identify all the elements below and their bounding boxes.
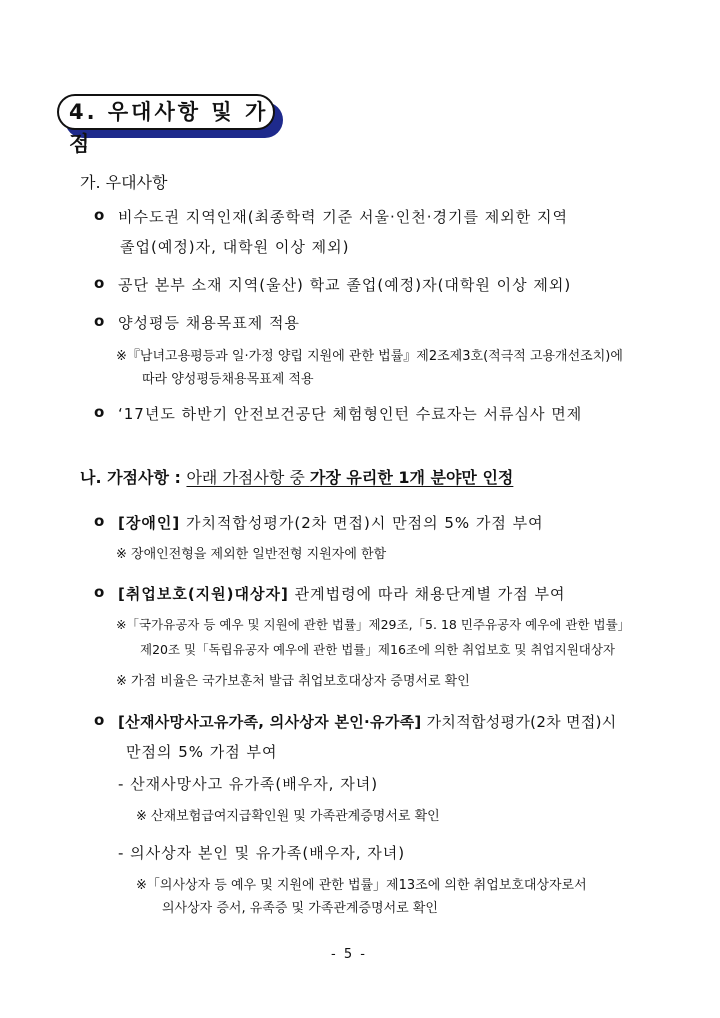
bullet-icon: o bbox=[94, 403, 105, 421]
bullet-icon: o bbox=[94, 512, 105, 530]
bonus-item-2-note-line3: ※ 가점 비율은 국가보훈처 발급 취업보호대상자 증명서로 확인 bbox=[116, 674, 470, 689]
bonus-item-3-sub2-note-line2: 의사상자 증서, 유족증 및 가족관계증명서로 확인 bbox=[162, 901, 438, 916]
bullet-icon: o bbox=[94, 312, 105, 330]
pref-item-1-line1: 비수도권 지역인재(최종학력 기준 서울·인천·경기를 제외한 지역 bbox=[118, 208, 568, 226]
pref-item-4: ‘17년도 하반기 안전보건공단 체험형인턴 수료자는 서류심사 면제 bbox=[118, 405, 583, 423]
bonus-item-2 bbox=[118, 583, 566, 604]
heading-preferences: 가. 우대사항 bbox=[80, 173, 168, 192]
bonus-item-2-note-line2: 제20조 및「독립유공자 예우에 관한 법률」제16조에 의한 취업보호 및 취업지원대상자 bbox=[140, 642, 616, 657]
bullet-icon: o bbox=[94, 206, 105, 224]
pref-item-3: 양성평등 채용목표제 적용 bbox=[118, 314, 300, 332]
bonus-item-3-sub2: - 의사상자 본인 및 유가족(배우자, 자녀) bbox=[118, 844, 406, 862]
bonus-item-3-line2: 만점의 5% 가점 부여 bbox=[126, 743, 278, 761]
bullet-icon: o bbox=[94, 711, 105, 729]
section-title-box bbox=[57, 94, 287, 156]
bonus-item-2-text: 관계법령에 따라 채용단계별 가점 부여 bbox=[288, 585, 566, 603]
bonus-item-3-sub1-note: ※ 산재보험급여지급확인원 및 가족관계증명서로 확인 bbox=[136, 809, 440, 824]
bullet-icon: o bbox=[94, 274, 105, 292]
heading-bonus-main: 아래 가점사항 중 bbox=[186, 468, 310, 487]
page-number: - 5 - bbox=[331, 947, 367, 962]
bonus-item-1-note: ※ 장애인전형을 제외한 일반전형 지원자에 한함 bbox=[116, 547, 387, 562]
bonus-item-1-text: 가치적합성평가(2차 면접)시 만점의 5% 가점 부여 bbox=[180, 514, 544, 532]
pref-item-2: 공단 본부 소재 지역(울산) 학교 졸업(예정)자(대학원 이상 제외) bbox=[118, 276, 572, 294]
bonus-item-3 bbox=[118, 711, 617, 732]
pref-item-3-note-line2: 따라 양성평등채용목표제 적용 bbox=[142, 372, 314, 387]
bonus-item-3-text: 가치적합성평가(2차 면접)시 bbox=[421, 713, 617, 731]
bonus-item-1 bbox=[118, 512, 544, 533]
bonus-item-1-category: [장애인] bbox=[118, 514, 181, 532]
pref-item-3-note-line1: ※『남녀고용평등과 일·가정 양립 지원에 관한 법률』제2조제3호(적극적 고용개선조치)에 bbox=[116, 349, 623, 364]
pref-item-1-line2: 졸업(예정)자, 대학원 이상 제외) bbox=[120, 238, 350, 256]
bullet-icon: o bbox=[94, 583, 105, 601]
bonus-item-3-category: [산재사망사고유가족, 의사상자 본인·유가족] bbox=[118, 713, 422, 731]
heading-bonus-prefix: 나. 가점사항 : bbox=[80, 468, 187, 487]
bonus-item-2-note-line1: ※「국가유공자 등 예우 및 지원에 관한 법률」제29조,「5. 18 민주유공자 예우에 관한 법률」 bbox=[116, 617, 631, 632]
section-title: 4. 우대사항 및 가점 bbox=[57, 94, 275, 130]
heading-bonus-underlined bbox=[186, 468, 513, 487]
heading-bonus bbox=[80, 465, 513, 488]
bonus-item-2-category: [취업보호(지원)대상자] bbox=[118, 585, 289, 603]
heading-bonus-bold: 가장 유리한 1개 분야만 인정 bbox=[309, 468, 514, 487]
bonus-item-3-sub2-note-line1: ※「의사상자 등 예우 및 지원에 관한 법률」제13조에 의한 취업보호대상자로서 bbox=[136, 878, 587, 893]
bonus-item-3-sub1: - 산재사망사고 유가족(배우자, 자녀) bbox=[118, 775, 379, 793]
